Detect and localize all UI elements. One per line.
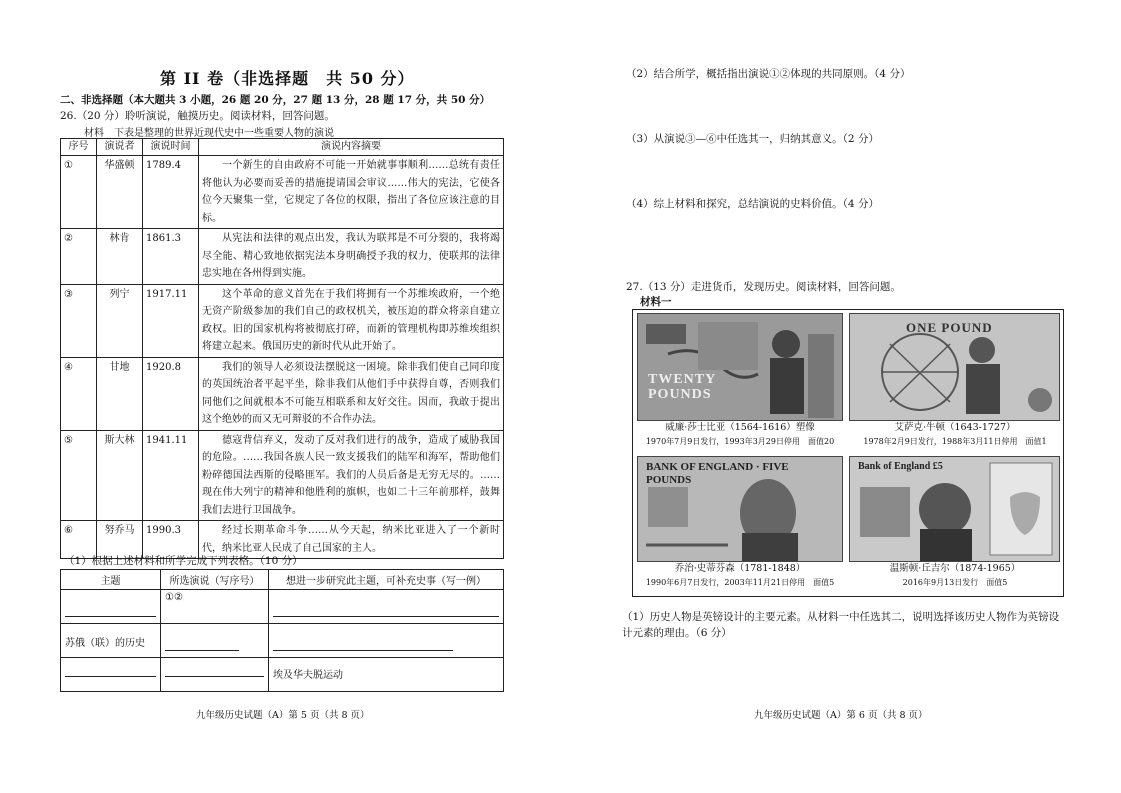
banknote-banner: BANK OF ENGLAND · FIVE POUNDS [646, 461, 789, 486]
material-one-label: 材料一 [640, 296, 672, 308]
speech-date: 1861.3 [143, 229, 199, 285]
question-27-stem: 27.（13 分）走进货币，发现历史。阅读材料，回答问题。 [626, 281, 901, 293]
speech-text: 经过长期革命斗争……从今天起，纳米比亚进入了一个新时代，纳米比亚人民成了自己国家的主人。 [199, 521, 504, 559]
banknote-person: 乔治·史蒂芬森（1781-1848） [674, 563, 806, 574]
banknote-dates: 1990年6月7日发行，2003年11月21日停用 面值5 [645, 578, 835, 587]
answer-speech-cell[interactable] [161, 590, 269, 624]
speech-table-header [61, 139, 504, 156]
banknote-image [849, 456, 1060, 562]
answer-speech-value: ①② [165, 592, 183, 603]
answer-theme-value: 苏俄（联）的历史 [65, 638, 145, 649]
speech-speaker: 努乔马 [97, 521, 143, 559]
answer-fact-cell [269, 658, 504, 692]
speech-speaker: 林肯 [97, 229, 143, 285]
banknote-caption [849, 562, 1061, 590]
banknote-image [637, 313, 843, 421]
question-26-2: （2）结合所学，概括指出演说①②体现的共同原则。（4 分） [626, 68, 911, 80]
speech-date: 1917.11 [143, 284, 199, 357]
banknote-image [637, 456, 843, 562]
material-intro: 材料 下表是整理的世界近现代史中一些重要人物的演说 [84, 128, 334, 139]
answer-theme-cell [61, 624, 161, 658]
answer-blank-theme[interactable] [61, 590, 161, 624]
answer-blank-theme[interactable] [61, 658, 161, 692]
speech-date: 1789.4 [143, 156, 199, 229]
table-row [61, 156, 504, 229]
header-summary: 演说内容摘要 [199, 139, 504, 156]
speech-date: 1920.8 [143, 357, 199, 430]
banknote-person: 威廉·莎士比亚（1564-1616）塑像 [665, 422, 815, 433]
speech-no: ④ [61, 357, 97, 430]
question-26-3: （3）从演说③—⑥中任选其一，归纳其意义。（2 分） [626, 133, 879, 145]
section-heading: 二、非选择题（本大题共 3 小题，26 题 20 分，27 题 13 分，28 题 17 分，共 50 分） [60, 94, 491, 106]
banknote-banner: ONE POUND [906, 320, 993, 335]
header-selected-speech: 所选演说（写序号） [161, 570, 269, 590]
banknote-dates: 1978年2月9日发行，1988年3月11日停用 面值1 [863, 437, 1047, 446]
table-row [61, 229, 504, 285]
speech-no: ⑤ [61, 430, 97, 521]
answer-fact-value: 埃及华夫脱运动 [273, 670, 343, 681]
question-27-1: （1）历史人物是英镑设计的主要元素。从材料一中任选其二，说明选择该历史人物作为英镑设计元素的理由。（6 分） [622, 611, 1060, 639]
banknote-person: 温斯顿·丘吉尔（1874-1965） [889, 563, 1021, 574]
page-footer: 九年级历史试题（A）第 5 页（共 8 页） [196, 710, 370, 721]
banknote-banner: TWENTY POUNDS [648, 372, 716, 402]
banknote-person: 艾萨克·牛顿（1643-1727） [894, 422, 1016, 433]
table-row [61, 590, 504, 624]
banknote-caption [849, 421, 1061, 449]
speech-no: ② [61, 229, 97, 285]
page-title: 第 II 卷（非选择题 共 50 分） [160, 69, 415, 88]
speech-table [60, 138, 504, 559]
table-row [61, 624, 504, 658]
answer-table-header [61, 570, 504, 590]
table-row [61, 430, 504, 521]
speech-date: 1990.3 [143, 521, 199, 559]
left-page [0, 0, 560, 793]
speech-no: ⑥ [61, 521, 97, 559]
right-page [560, 0, 1121, 793]
banknote-grid [632, 309, 1064, 597]
question-26-stem: 26.（20 分）聆听演说，触摸历史。阅读材料，回答问题。 [60, 110, 335, 122]
speech-text: 一个新生的自由政府不可能一开始就事事顺利……总统有责任将他认为必要而妥善的措施提请国会审议……伟大的宪法，它使各位今天聚集一堂，它规定了各位的权限，指出了各位应该注意的目标。 [199, 156, 504, 229]
speech-speaker: 华盛顿 [97, 156, 143, 229]
answer-blank-fact[interactable] [269, 624, 504, 658]
speech-no: ③ [61, 284, 97, 357]
answer-table [60, 569, 504, 692]
banknote-image [849, 313, 1060, 421]
speech-no: ① [61, 156, 97, 229]
header-theme: 主题 [61, 570, 161, 590]
page-footer: 九年级历史试题（A）第 6 页（共 8 页） [754, 710, 928, 721]
speech-text: 从宪法和法律的观点出发，我认为联邦是不可分裂的，我将竭尽全能、精心致地依据宪法本身明确授予我的权力，使联邦的法律忠实地在各州得到实施。 [199, 229, 504, 285]
answer-blank-speech[interactable] [161, 624, 269, 658]
banknote-caption [637, 562, 843, 590]
header-date: 演说时间 [143, 139, 199, 156]
header-supplement-fact: 想进一步研究此主题，可补充史事（写一例） [269, 570, 504, 590]
speech-date: 1941.11 [143, 430, 199, 521]
speech-text: 德寇背信弃义，发动了反对我们进行的战争，造成了威胁我国的危险。……我国各族人民一致支援我们的陆军和海军，帮助他们粉碎德国法西斯的侵略匪军。我们的人员后备是无穷无尽的。……现在伟大列宁的精神和他胜利的旗帜，也如二十三年前那样，鼓舞我们去进行卫国战争。 [199, 430, 504, 521]
answer-blank-fact[interactable] [269, 590, 504, 624]
header-speaker: 演说者 [97, 139, 143, 156]
speech-text: 我们的领导人必须设法摆脱这一困境。除非我们使自己同印度的英国统治者平起平坐，除非我们从他们手中获得自尊，否则我们同他们之间就根本不可能互相联系和友好交往。因而，我敢于提出这个绝妙的而又无可辩驳的不合作办法。 [199, 357, 504, 430]
table-row [61, 284, 504, 357]
shakespeare-banknote-illustration [638, 314, 842, 420]
banknote-banner: Bank of England £5 [858, 461, 943, 472]
banknote-caption [637, 421, 843, 449]
question-26-1: （1）根据上述材料和所学完成下列表格。（10 分） [64, 555, 303, 567]
table-row [61, 658, 504, 692]
speech-speaker: 斯大林 [97, 430, 143, 521]
question-26-4: （4）综上材料和探究，总结演说的史料价值。（4 分） [626, 198, 879, 210]
speech-speaker: 甘地 [97, 357, 143, 430]
churchill-banknote-illustration [850, 457, 1059, 561]
table-row [61, 357, 504, 430]
banknote-dates: 1970年7月9日发行，1993年3月29日停用 面值20 [645, 437, 835, 446]
banknote-dates: 2016年9月13日发行 面值5 [902, 578, 1008, 587]
answer-blank-speech[interactable] [161, 658, 269, 692]
header-no: 序号 [61, 139, 97, 156]
speech-text: 这个革命的意义首先在于我们将拥有一个苏维埃政府，一个绝无资产阶级参加的我们自己的政权机关，被压迫的群众将亲自建立政权。旧的国家机构将被彻底打碎，而新的管理机构即苏维埃组织将建立起来。俄国历史的新时代从此开始了。 [199, 284, 504, 357]
speech-speaker: 列宁 [97, 284, 143, 357]
